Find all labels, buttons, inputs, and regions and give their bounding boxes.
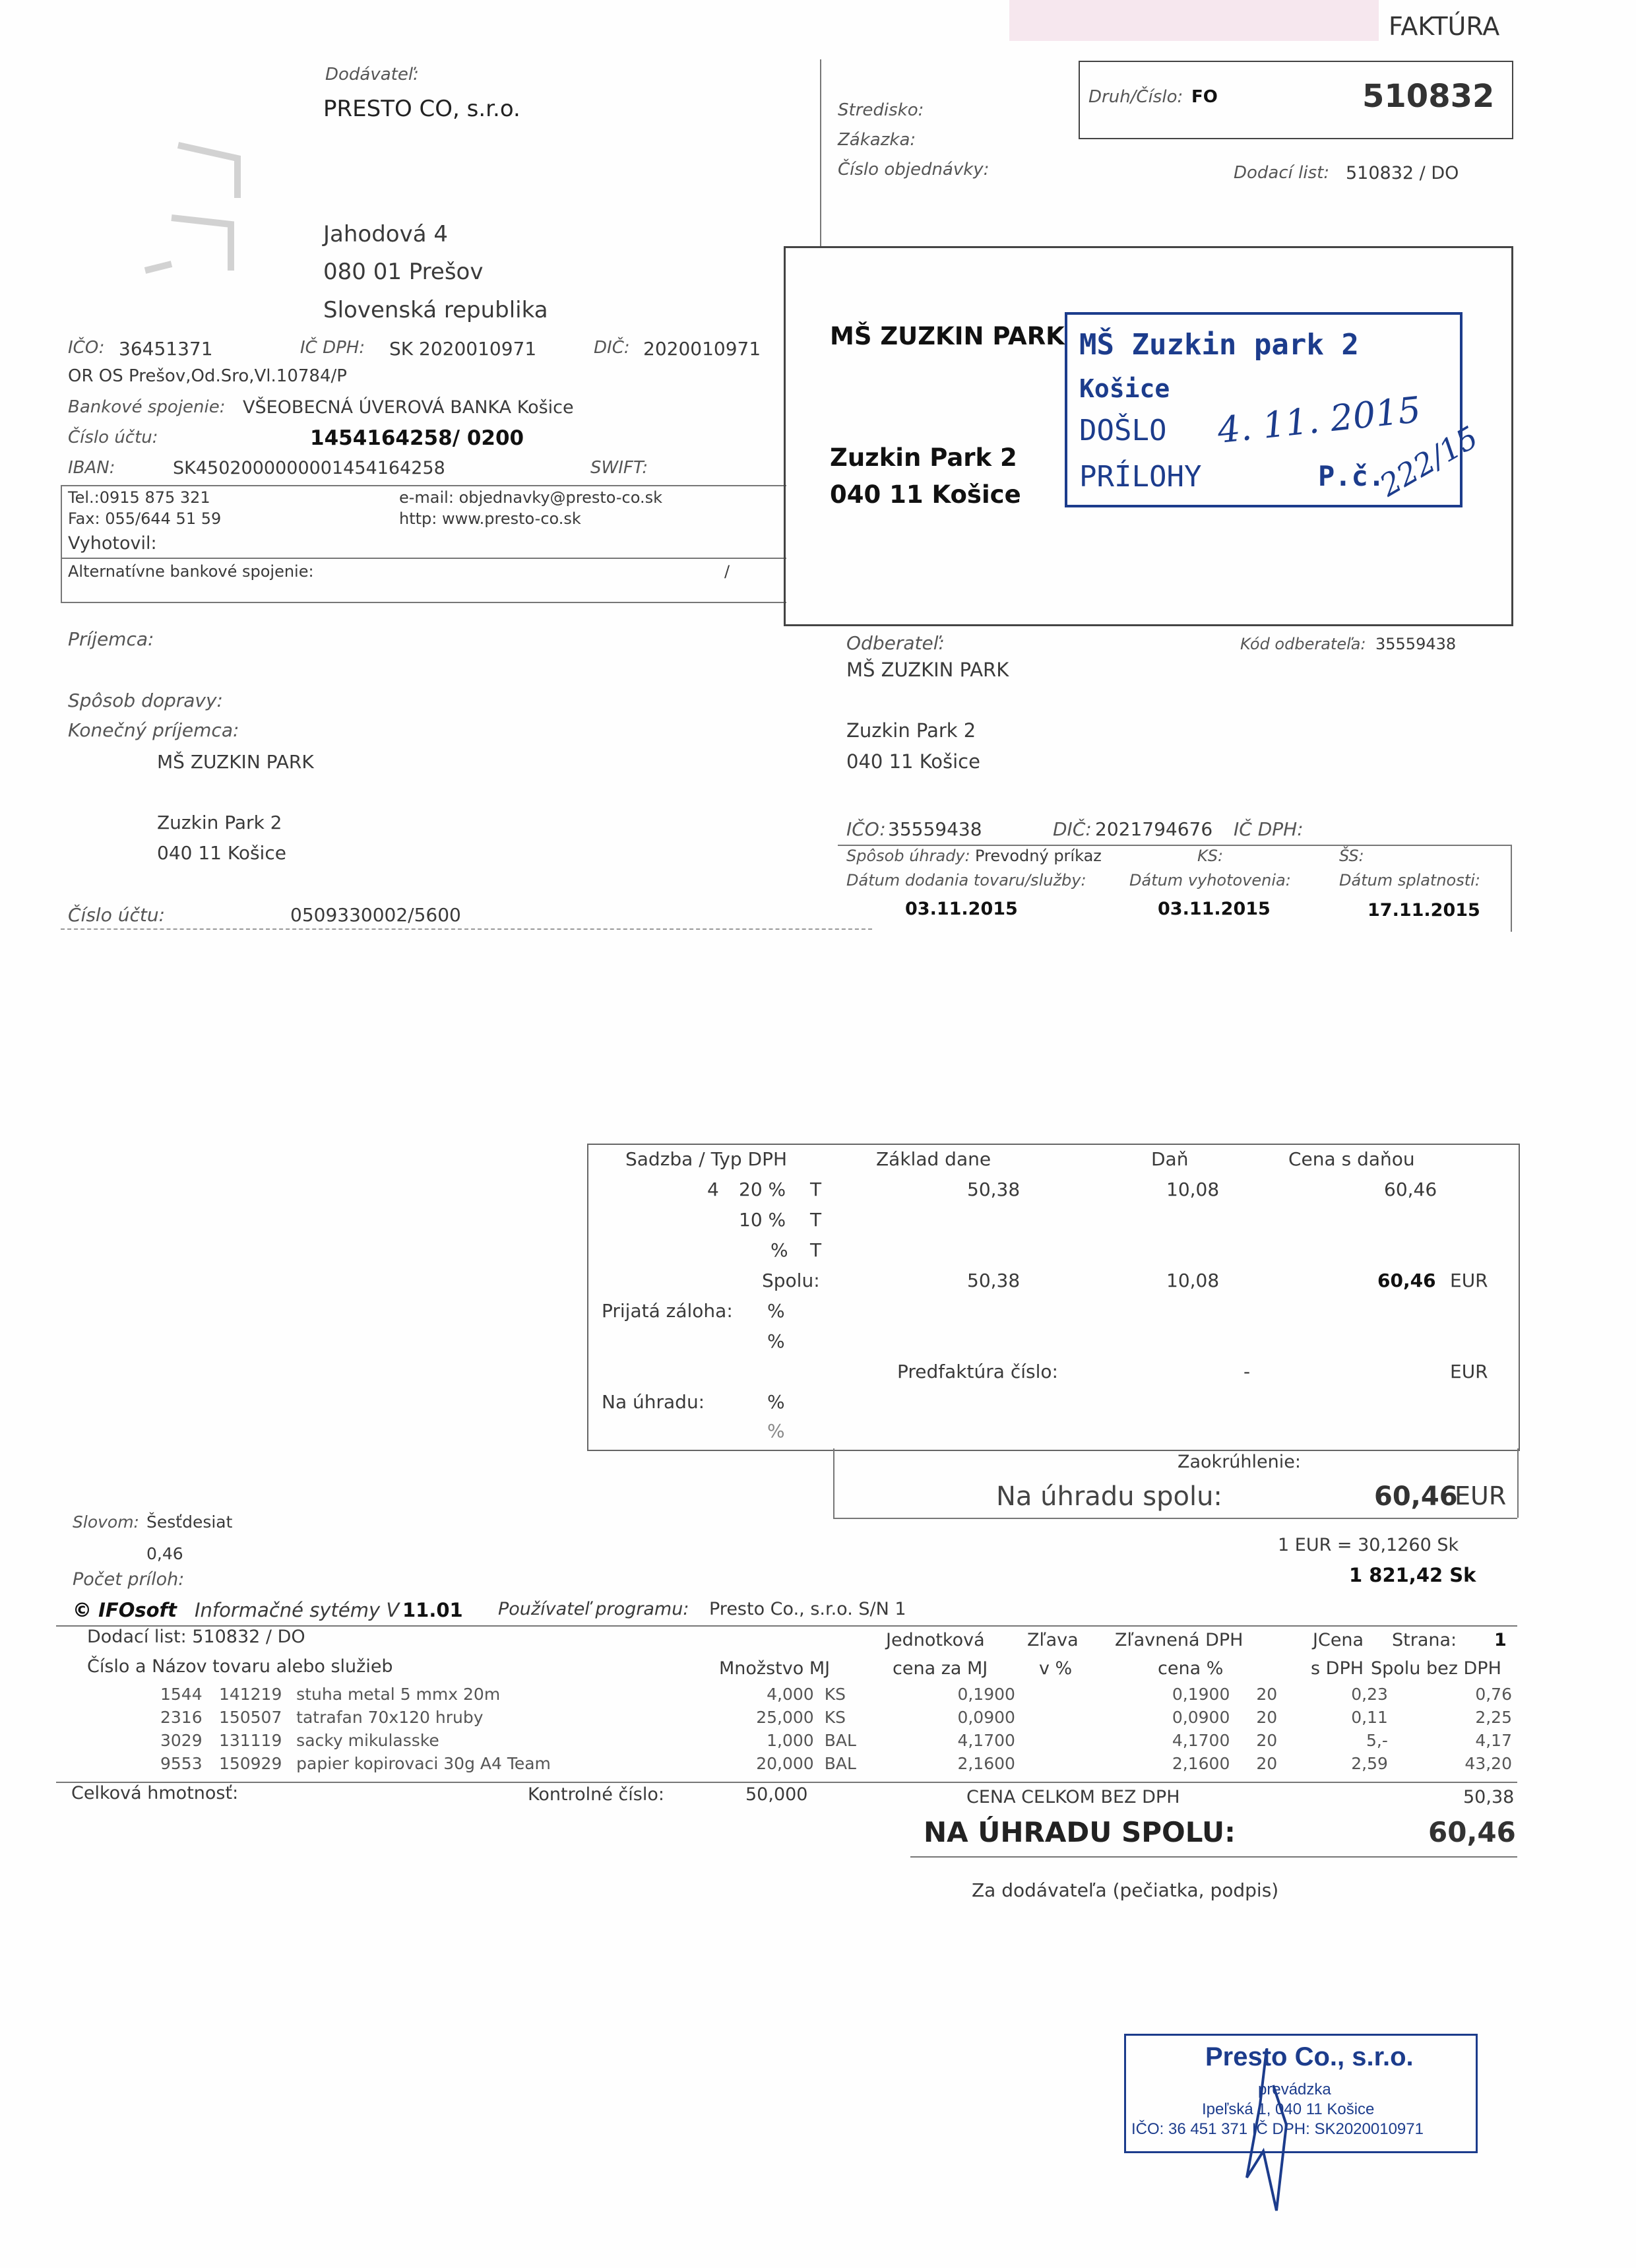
item-code: 9553 <box>160 1754 203 1773</box>
vat-sum-label: Spolu: <box>762 1270 820 1291</box>
customer-city: 040 11 Košice <box>846 750 980 773</box>
software-user-label: Používateľ programu: <box>498 1599 689 1619</box>
alt-bank-topline <box>61 558 786 559</box>
item-name: tatrafan 70x120 hruby <box>296 1708 484 1727</box>
items-grand-total-label: NA ÚHRADU SPOLU: <box>924 1816 1236 1848</box>
total-box-bottom <box>833 1518 1517 1519</box>
customer-code: 35559438 <box>1375 635 1457 653</box>
supplier-name: PRESTO CO, s.r.o. <box>323 96 520 122</box>
supplier-city: 080 01 Prešov <box>323 259 484 285</box>
items-col-dprice-1: Zľavnená DPH <box>1115 1630 1243 1650</box>
stamp-handwritten-date: 4. 11. 2015 <box>1215 389 1423 451</box>
supplier-email: e-mail: objednavky@presto-co.sk <box>399 488 663 507</box>
ss-label: ŠS: <box>1339 847 1364 865</box>
customer-dic: 2021794676 <box>1095 818 1213 840</box>
customer-terms-rightline <box>1511 845 1512 932</box>
item-name: sacky mikulasske <box>296 1731 439 1750</box>
item-name: papier kopirovaci 30g A4 Team <box>296 1754 551 1773</box>
item-unit-price: 0,1900 <box>957 1685 1015 1704</box>
vat-sum-base: 50,38 <box>967 1270 1021 1291</box>
faded-logo-mark <box>132 132 277 290</box>
address-city: 040 11 Košice <box>830 480 1021 509</box>
issue-date: 03.11.2015 <box>1158 899 1271 919</box>
vat-header-total: Cena s daňou <box>1288 1148 1415 1170</box>
vat-header-rate: Sadzba / Typ DPH <box>625 1148 788 1170</box>
net-total-label: CENA CELKOM BEZ DPH <box>966 1787 1180 1807</box>
item-qty: 25,000 <box>756 1708 814 1727</box>
vat-due-label: Na úhradu: <box>602 1391 705 1413</box>
item-total: 4,17 <box>1475 1731 1512 1750</box>
issue-date-label: Dátum vyhotovenia: <box>1129 871 1291 890</box>
items-page-label: Strana: <box>1392 1630 1457 1650</box>
item-qty: 20,000 <box>756 1754 814 1773</box>
stamp-handwritten-number: 222/15 <box>1373 419 1484 503</box>
item-vat: 20 <box>1256 1731 1278 1750</box>
items-col-unit-1: Jednotková <box>886 1630 985 1650</box>
item-total: 2,25 <box>1475 1708 1512 1727</box>
item-unit-price: 2,1600 <box>957 1754 1015 1773</box>
order-number-label: Číslo objednávky: <box>838 160 990 179</box>
grand-total-value: 60,46 <box>1374 1481 1458 1512</box>
total-in-sk: 1 821,42 Sk <box>1349 1564 1476 1586</box>
supplier-swift-label: SWIFT: <box>590 458 648 478</box>
supplier-ico-label: IČO: <box>68 338 105 358</box>
net-total-value: 50,38 <box>1463 1787 1515 1807</box>
due-date: 17.11.2015 <box>1368 900 1480 921</box>
vat-row1-base: 50,38 <box>967 1179 1021 1200</box>
supplier-street: Jahodová 4 <box>323 221 448 247</box>
vat-header-base: Základ dane <box>876 1148 991 1170</box>
item-unit-price-vat: 2,59 <box>1351 1754 1388 1773</box>
customer-icdph-label: IČ DPH: <box>1234 818 1304 840</box>
customer-ico-label: IČO: <box>846 818 886 840</box>
company-stamp-line1: prevádzka <box>1258 2081 1331 2098</box>
vat-header-tax: Daň <box>1151 1148 1189 1170</box>
document-title: FAKTÚRA <box>1389 12 1500 41</box>
vat-sum-currency: EUR <box>1450 1270 1488 1291</box>
customer-name: MŠ ZUZKIN PARK <box>846 659 1009 681</box>
item-discount <box>1021 1752 1104 1775</box>
supplier-register: OR OS Prešov,Od.Sro,Vl.10784/P <box>68 366 347 386</box>
item-sku: 141219 <box>218 1685 282 1704</box>
due-date-label: Dátum splatnosti: <box>1339 871 1480 890</box>
total-box-left <box>833 1448 834 1518</box>
stredisko-label: Stredisko: <box>838 100 924 120</box>
supplier-icdph-label: IČ DPH: <box>300 338 365 358</box>
recipient-account-label: Číslo účtu: <box>68 904 166 926</box>
item-unit: BAL <box>824 1754 856 1773</box>
item-unit-price-vat: 5,- <box>1366 1731 1388 1750</box>
delivery-date-label: Dátum dodania tovaru/služby: <box>846 871 1086 890</box>
items-col-total: Spolu bez DPH <box>1371 1658 1501 1679</box>
payment-method: Prevodný príkaz <box>975 847 1102 865</box>
item-unit: KS <box>824 1685 846 1704</box>
items-delivery-note: Dodací list: 510832 / DO <box>87 1627 305 1647</box>
alt-bank-label: Alternatívne bankové spojenie: <box>68 562 314 581</box>
item-code: 3029 <box>160 1731 203 1750</box>
supplier-icdph: SK 2020010971 <box>389 338 537 360</box>
company-stamp-line3: IČO: 36 451 371 IČ DPH: SK2020010971 <box>1131 2120 1424 2138</box>
item-qty: 4,000 <box>767 1685 814 1704</box>
item-vat: 20 <box>1256 1708 1278 1727</box>
customer-street: Zuzkin Park 2 <box>846 719 976 742</box>
transport-label: Spôsob dopravy: <box>68 690 223 711</box>
recipient-account: 0509330002/5600 <box>290 904 461 926</box>
grand-total-label: Na úhradu spolu: <box>996 1481 1222 1512</box>
address-street: Zuzkin Park 2 <box>830 443 1017 472</box>
supplier-label: Dodávateľ: <box>325 65 419 84</box>
software-system: Informačné sytémy V <box>195 1599 400 1621</box>
delivery-note-value: 510832 / DO <box>1346 163 1459 183</box>
supplier-dic: 2020010971 <box>643 338 761 360</box>
header-divider <box>820 59 821 247</box>
item-sku: 150507 <box>218 1708 282 1727</box>
advance-pct-2: % <box>767 1330 785 1352</box>
supplier-signature-label: Za dodávateľa (pečiatka, podpis) <box>972 1879 1279 1901</box>
proforma-currency: EUR <box>1450 1361 1488 1382</box>
rounding-label: Zaokrúhlenie: <box>1178 1452 1301 1472</box>
proforma-label: Predfaktúra číslo: <box>897 1361 1058 1382</box>
items-grand-total-value: 60,46 <box>1428 1816 1516 1848</box>
supplier-bank: VŠEOBECNÁ ÚVEROVÁ BANKA Košice <box>243 397 574 418</box>
vat-row3-type: T <box>810 1239 822 1261</box>
items-bottom-line <box>56 1782 1517 1783</box>
supplier-ico: 36451371 <box>119 338 213 360</box>
vat-row3-rate: % <box>771 1239 788 1261</box>
payment-method-label: Spôsob úhrady: <box>846 847 970 865</box>
supplier-tel: Tel.:0915 875 321 <box>68 488 210 507</box>
invoice-type-value: FO <box>1191 87 1218 107</box>
item-code: 2316 <box>160 1708 203 1727</box>
item-discounted-price: 0,1900 <box>1172 1685 1230 1704</box>
software-user: Presto Co., s.r.o. S/N 1 <box>709 1599 906 1619</box>
item-discount <box>1021 1706 1104 1729</box>
item-vat: 20 <box>1256 1754 1278 1773</box>
stamp-school-name: MŠ Zuzkin park 2 <box>1079 328 1359 362</box>
proforma-dash: - <box>1243 1361 1251 1382</box>
item-unit: BAL <box>824 1731 856 1750</box>
recipient-label: Príjemca: <box>68 628 154 650</box>
final-recipient-street: Zuzkin Park 2 <box>157 812 282 833</box>
vat-due-pct-1: % <box>767 1391 785 1413</box>
customer-ico: 35559438 <box>888 818 982 840</box>
item-code: 1544 <box>160 1685 203 1704</box>
vat-due-pct-2: % <box>767 1420 785 1442</box>
items-col-disc-2: v % <box>1039 1658 1073 1679</box>
vat-row1-count: 4 <box>707 1179 719 1200</box>
supplier-contact-topline <box>61 485 786 486</box>
item-qty: 1,000 <box>767 1731 814 1750</box>
words-cents: 0,46 <box>146 1544 183 1563</box>
items-col-disc-1: Zľava <box>1027 1630 1079 1650</box>
item-unit-price: 4,1700 <box>957 1731 1015 1750</box>
item-discounted-price: 2,1600 <box>1172 1754 1230 1773</box>
supplier-dic-label: DIČ: <box>594 338 630 358</box>
software-brand: © IFOsoft <box>73 1599 177 1621</box>
items-col-unit-2: cena za MJ <box>893 1658 988 1679</box>
company-stamp-name: Presto Co., s.r.o. <box>1205 2042 1414 2071</box>
item-unit-price-vat: 0,23 <box>1351 1685 1388 1704</box>
vat-row1-rate: 20 % <box>739 1179 786 1200</box>
table-row <box>155 1706 1517 1729</box>
item-total: 0,76 <box>1475 1685 1512 1704</box>
delivery-date: 03.11.2015 <box>905 899 1018 919</box>
items-table <box>155 1683 1517 1775</box>
supplier-account-label: Číslo účtu: <box>68 428 158 447</box>
stamp-pc-label: P.č. <box>1318 460 1385 492</box>
alt-bank-bottomline <box>61 602 786 603</box>
item-discounted-price: 4,1700 <box>1172 1731 1230 1750</box>
top-pink-mark <box>1009 0 1379 41</box>
advance-label: Prijatá záloha: <box>602 1300 733 1322</box>
grand-total-currency: EUR <box>1455 1481 1507 1510</box>
check-number: 50,000 <box>745 1784 808 1805</box>
vat-summary-box <box>587 1144 1520 1451</box>
address-name: MŠ ZUZKIN PARK <box>830 322 1065 350</box>
vat-row1-type: T <box>810 1179 822 1200</box>
issued-by-label: Vyhotovil: <box>68 533 157 554</box>
advance-pct-1: % <box>767 1300 785 1322</box>
supplier-bank-label: Bankové spojenie: <box>68 397 226 417</box>
items-page-number: 1 <box>1494 1630 1507 1650</box>
final-recipient-name: MŠ ZUZKIN PARK <box>157 751 314 773</box>
items-col-qty: Množstvo MJ <box>719 1658 831 1679</box>
item-sku: 150929 <box>218 1754 282 1773</box>
item-unit-price-vat: 0,11 <box>1351 1708 1388 1727</box>
invoice-number: 510832 <box>1362 78 1495 115</box>
exchange-rate: 1 EUR = 30,1260 Sk <box>1278 1535 1459 1555</box>
item-unit: KS <box>824 1708 846 1727</box>
handwritten-signature <box>1227 2046 1306 2217</box>
item-name: stuha metal 5 mmx 20m <box>296 1685 501 1704</box>
stamp-city: Košice <box>1079 374 1170 403</box>
supplier-contact-leftline <box>61 485 62 602</box>
final-recipient-city: 040 11 Košice <box>157 842 286 864</box>
supplier-iban-label: IBAN: <box>68 458 115 478</box>
alt-bank-separator: / <box>724 562 730 581</box>
stamp-attachments-label: PRÍLOHY <box>1079 460 1202 494</box>
ks-label: KS: <box>1197 847 1224 865</box>
items-col-code: Číslo a Názov tovaru alebo služieb <box>87 1656 393 1677</box>
vat-row2-rate: 10 % <box>739 1209 786 1231</box>
grand-total-underline <box>910 1856 1517 1858</box>
vat-row2-type: T <box>810 1209 822 1231</box>
table-row <box>155 1752 1517 1775</box>
zakazka-label: Zákazka: <box>838 130 916 150</box>
supplier-fax: Fax: 055/644 51 59 <box>68 509 222 528</box>
final-recipient-label: Konečný príjemca: <box>68 719 239 741</box>
weight-label: Celková hmotnosť: <box>71 1783 239 1803</box>
words-label: Slovom: <box>73 1512 139 1532</box>
item-unit-price: 0,0900 <box>957 1708 1015 1727</box>
supplier-account: 1454164258/ 0200 <box>310 426 524 450</box>
customer-terms-topline <box>838 845 1511 846</box>
table-row <box>155 1729 1517 1752</box>
words-value: Šesťdesiat <box>146 1512 233 1532</box>
software-version: 11.01 <box>402 1599 463 1621</box>
supplier-country: Slovenská republika <box>323 297 548 323</box>
stamp-received-label: DOŠLO <box>1079 414 1167 447</box>
item-discount <box>1021 1683 1104 1706</box>
items-col-jcena-1: JCena <box>1313 1630 1364 1650</box>
total-box-right <box>1517 1448 1519 1518</box>
customer-code-label: Kód odberateľa: <box>1240 635 1366 653</box>
vat-sum-tax: 10,08 <box>1166 1270 1220 1291</box>
item-discount <box>1021 1729 1104 1752</box>
table-row <box>155 1683 1517 1706</box>
delivery-note-label: Dodací list: <box>1234 163 1330 183</box>
supplier-iban: SK4502000000001454164258 <box>173 458 445 478</box>
customer-label: Odberateľ: <box>846 632 945 654</box>
vat-row1-tax: 10,08 <box>1166 1179 1220 1200</box>
check-number-label: Kontrolné číslo: <box>528 1784 664 1805</box>
vat-row1-total: 60,46 <box>1384 1179 1437 1200</box>
item-total: 43,20 <box>1464 1754 1512 1773</box>
item-sku: 131119 <box>218 1731 282 1750</box>
attachments-count-label: Počet príloh: <box>73 1569 185 1590</box>
item-discounted-price: 0,0900 <box>1172 1708 1230 1727</box>
supplier-web: http: www.presto-co.sk <box>399 509 581 528</box>
items-col-jcena-2: s DPH <box>1311 1658 1364 1679</box>
customer-dic-label: DIČ: <box>1053 818 1092 840</box>
company-stamp-line2: Ipeľská 1, 040 11 Košice <box>1202 2100 1375 2118</box>
item-vat: 20 <box>1256 1685 1278 1704</box>
invoice-type-label: Druh/Číslo: <box>1088 87 1183 107</box>
recipient-bottom-line <box>61 928 872 930</box>
items-col-dprice-2: cena % <box>1158 1658 1224 1679</box>
vat-sum-total: 60,46 <box>1377 1270 1436 1291</box>
